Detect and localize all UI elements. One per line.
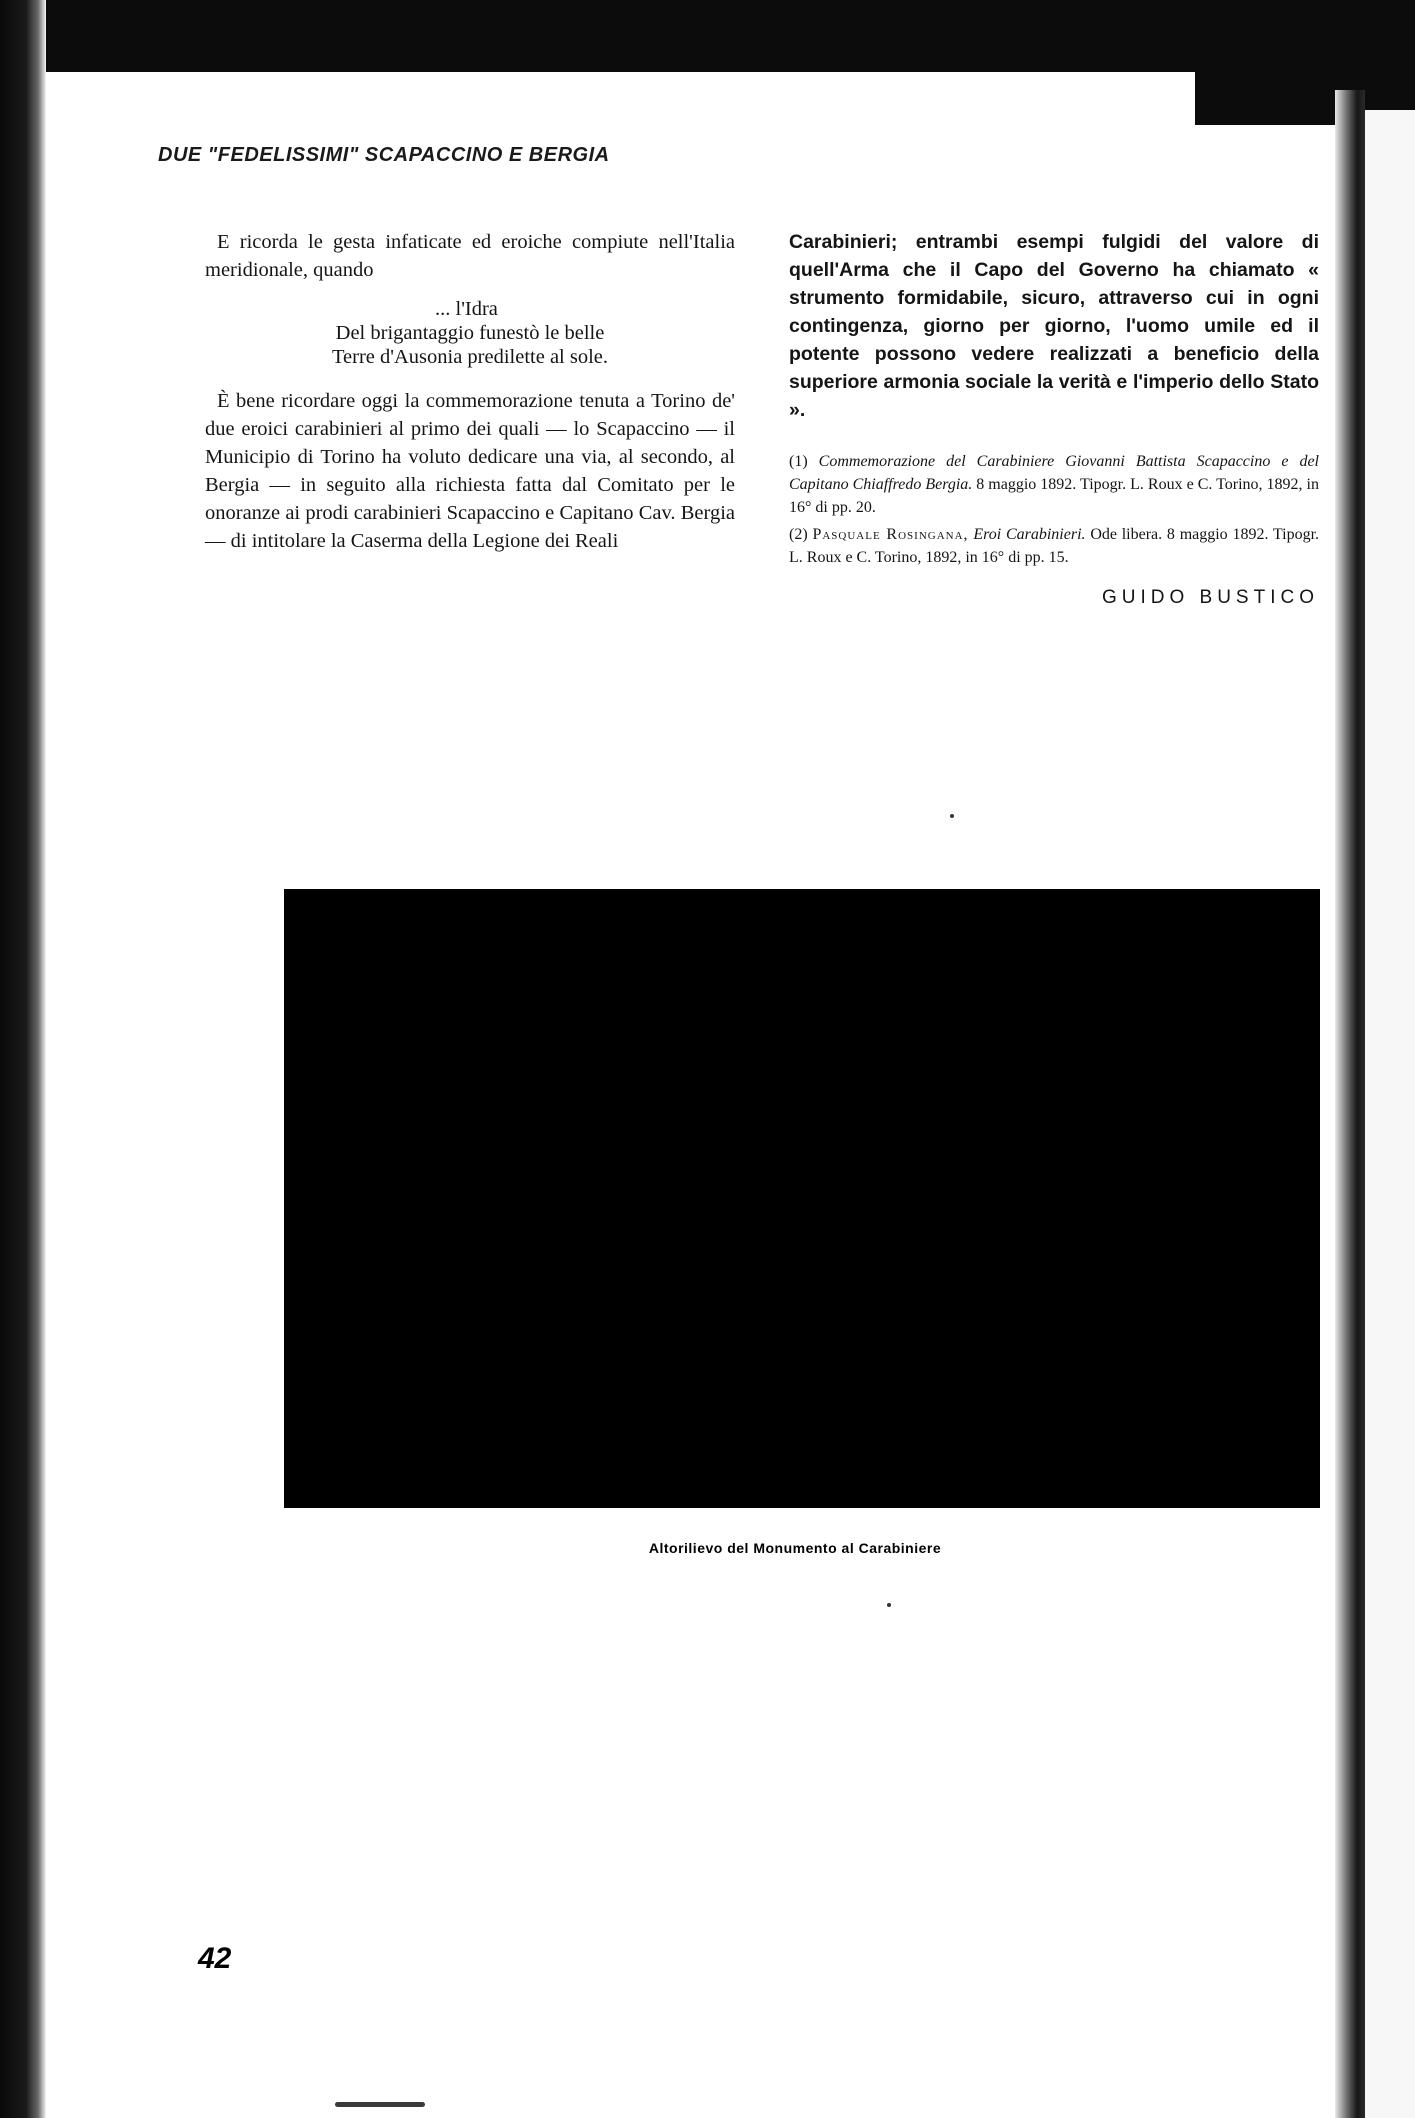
page-number: 42	[198, 1942, 232, 1975]
scan-smudge	[335, 2102, 425, 2107]
footnotes	[789, 450, 1319, 569]
footnote-1-details: 8 maggio 1892. Tipogr. L. Roux e C. Torino, 1892, in 16° di pp. 20.	[789, 476, 1320, 516]
scan-border-top-right	[1195, 0, 1415, 125]
running-head: DUE "FEDELISSIMI" SCAPACCINO E BERGIA	[158, 144, 610, 166]
photo-caption: Altorilievo del Monumento al Carabiniere	[648, 1540, 942, 1556]
footnote-2-details: Ode libera. 8 maggio 1892. Tipogr. L. Roux e C. Torino, 1892, in 16° di pp. 15.	[789, 526, 1320, 566]
verse-line-2: Del brigantaggio funestò le belle	[335, 322, 605, 344]
footnote-2-number: (2)	[789, 526, 808, 543]
scan-speck	[887, 1603, 891, 1607]
scan-border-right	[1335, 90, 1365, 2118]
footnote-2	[789, 523, 1319, 569]
verse-line-1: ... l'Idra	[435, 298, 498, 320]
right-column	[789, 228, 1319, 609]
left-paragraph-2: È bene ricordare oggi la commemorazione tenuta a Torino de' due eroici carabinieri al primo dei quali — lo Scapaccino — il Municipio di Torino ha voluto dedicare una via, al secondo, al Bergia — in seguito alla richiesta fatta dal Comitato per le onoranze ai prodi carabinieri Scapaccino e Capitano Cav. Bergia — di intitolare la Caserma della Legione dei Reali	[205, 390, 735, 552]
footnote-1	[789, 450, 1319, 519]
scan-margin-right	[1365, 110, 1415, 2118]
footnote-1-title: Commemorazione del Carabiniere Giovanni Battista Scapaccino e del Capitano Chiaffredo Bergia.	[789, 453, 1319, 493]
right-paragraph-1: Carabinieri; entrambi esempi fulgidi del valore di quell'Arma che il Capo del Governo ha chiamato « strumento formidabile, sicuro, attraverso cui in ogni contingenza, giorno per giorno, l'uomo umile ed il potente possono vedere realizzati a beneficio della superiore armonia sociale la verità e l'imperio dello Stato ».	[789, 231, 1319, 421]
author-signature: GUIDO BUSTICO	[1101, 587, 1319, 608]
footnote-2-title: Eroi Carabinieri.	[973, 526, 1086, 543]
left-paragraph-1: E ricorda le gesta infaticate ed eroiche compiute nell'Italia meridionale, quando	[205, 231, 735, 281]
footnote-2-author: Pasquale Rosingana,	[812, 526, 969, 543]
relief-photograph	[284, 889, 1320, 1508]
footnote-1-number: (1)	[789, 453, 808, 470]
scan-border-left	[0, 0, 46, 2118]
verse-quote	[205, 297, 735, 369]
left-column	[205, 228, 735, 555]
scan-speck	[950, 814, 954, 818]
verse-line-3: Terre d'Ausonia predilette al sole.	[331, 346, 609, 368]
